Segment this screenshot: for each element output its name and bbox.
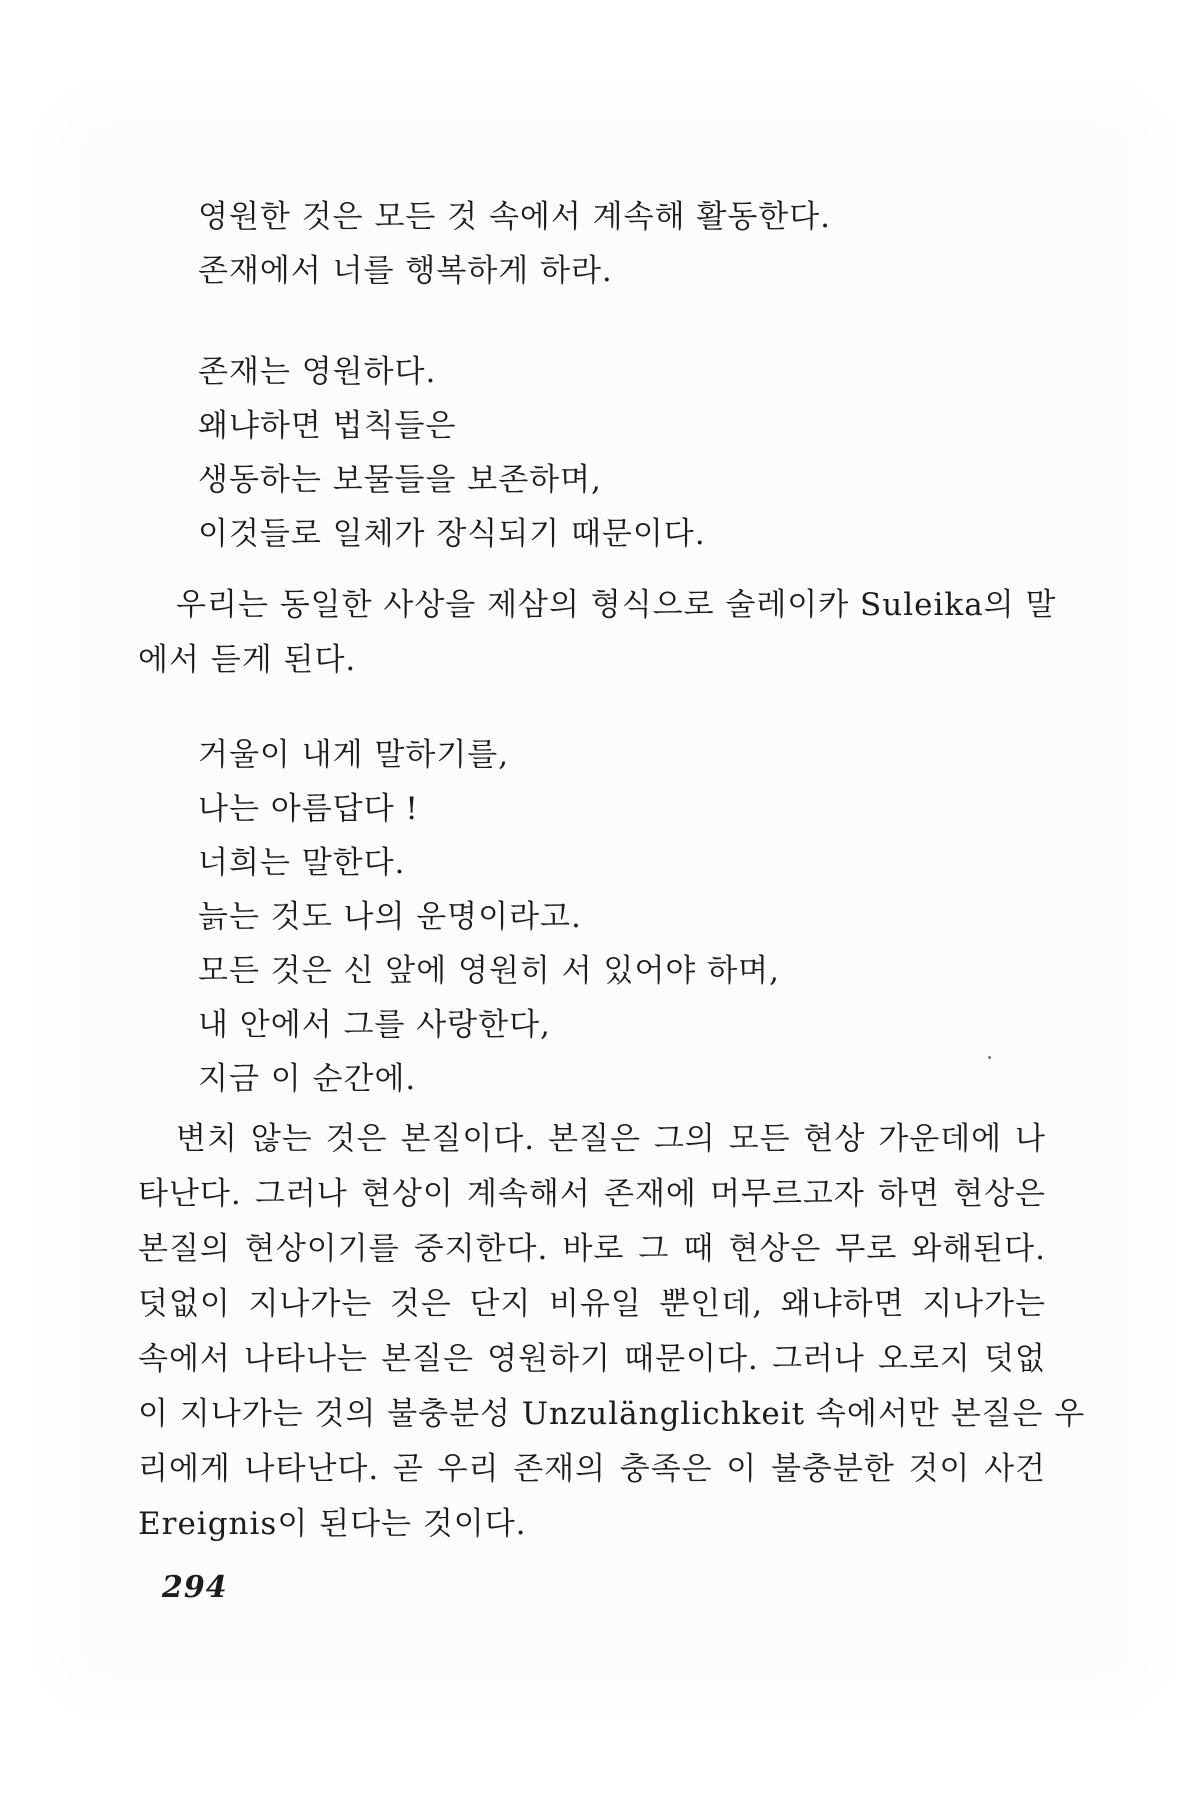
verse-block-2 <box>198 345 706 561</box>
paragraph-line: Ereignis이 된다는 것이다. <box>138 1506 527 1542</box>
paragraph-line: 덧없이 지나가는 것은 단지 비유일 뿐인데, 왜냐하면 지나가는 <box>138 1286 1046 1322</box>
verse-line: 거울이 내게 말하기를, <box>198 737 510 773</box>
verse-line: 생동하는 보물들을 보존하며, <box>198 462 602 498</box>
verse-line: 존재에서 너를 행복하게 하라. <box>198 253 613 289</box>
verse-line: 영원한 것은 모든 것 속에서 계속해 활동한다. <box>198 199 832 235</box>
verse-line: 이것들로 일체가 장식되기 때문이다. <box>198 516 706 552</box>
paragraph-line: 이 지나가는 것의 불충분성 Unzulänglichkeit 속에서만 본질은 우 <box>138 1396 1086 1432</box>
paragraph-line: 본질의 현상이기를 중지한다. 바로 그 때 현상은 무로 와해된다. <box>138 1231 1046 1267</box>
paragraph-line: 리에게 나타난다. 곧 우리 존재의 충족은 이 불충분한 것이 사건 <box>138 1451 1046 1487</box>
verse-block-3 <box>198 728 780 1106</box>
paragraph-line: 변치 않는 것은 본질이다. 본질은 그의 모든 현상 가운데에 나 <box>176 1121 1046 1157</box>
paragraph-1 <box>138 578 1057 688</box>
paragraph-2 <box>138 1112 1086 1552</box>
paragraph-line: 타난다. 그러나 현상이 계속해서 존재에 머무르고자 하면 현상은 <box>138 1176 1046 1212</box>
paragraph-line: 속에서 나타나는 본질은 영원하기 때문이다. 그러나 오로지 덧없 <box>138 1341 1046 1377</box>
verse-line: 내 안에서 그를 사랑한다, <box>198 1007 551 1043</box>
verse-line: 모든 것은 신 앞에 영원히 서 있어야 하며, <box>198 953 780 989</box>
verse-line: 나는 아름답다 ! <box>198 791 419 827</box>
verse-line: 왜냐하면 법칙들은 <box>198 408 457 444</box>
verse-line: 지금 이 순간에. <box>198 1061 417 1097</box>
page-number: 294 <box>162 1570 228 1605</box>
paragraph-line: 우리는 동일한 사상을 제삼의 형식으로 술레이카 Suleika의 말 <box>176 587 1057 623</box>
paragraph-line: 에서 듣게 된다. <box>138 642 357 678</box>
verse-line: 늙는 것도 나의 운명이라고. <box>198 899 582 935</box>
print-speck <box>988 1056 991 1059</box>
verse-line: 너희는 말한다. <box>198 845 406 881</box>
verse-line: 존재는 영원하다. <box>198 354 437 390</box>
verse-block-1 <box>198 190 831 298</box>
